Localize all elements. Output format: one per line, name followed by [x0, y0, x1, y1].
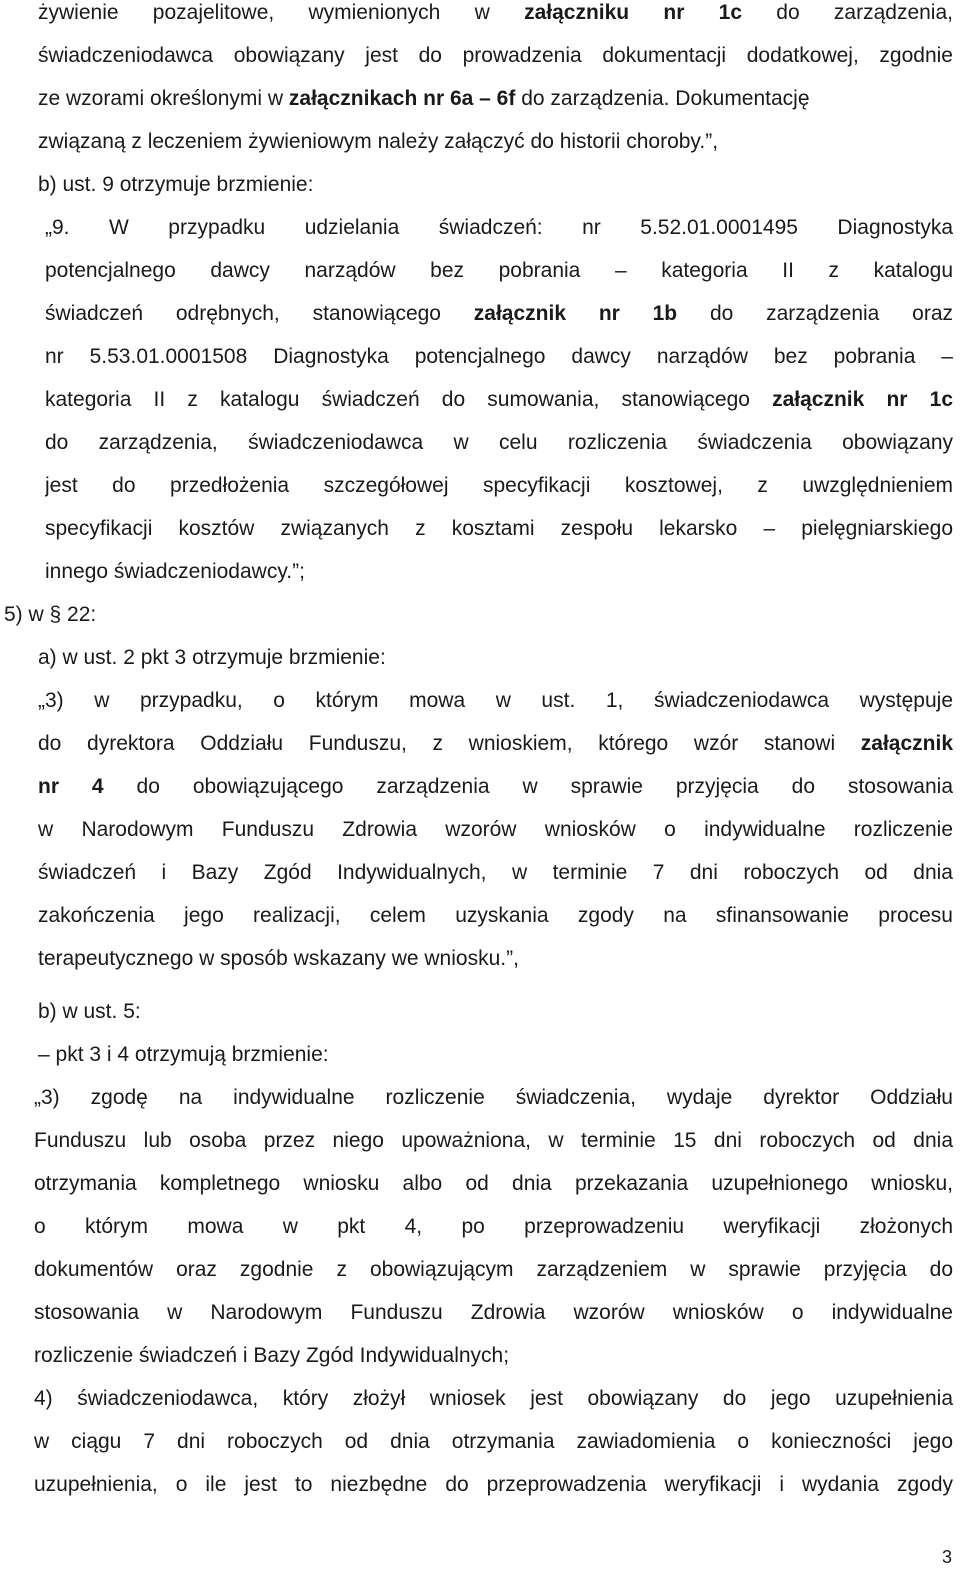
text-line: dokumentów oraz zgodnie z obowiązującym zarządzeniem w sprawie przyjęcia do: [34, 1258, 953, 1281]
text-line: a) w ust. 2 pkt 3 otrzymuje brzmienie:: [38, 646, 386, 669]
reference-bold: załącznik: [860, 732, 953, 755]
text-line: do zarządzenia, świadczeniodawca w celu rozliczenia świadczenia obowiązany: [45, 431, 953, 454]
text-line: terapeutycznego w sposób wskazany we wniosku.”,: [38, 947, 519, 970]
text-line: 4) świadczeniodawca, który złożył wniosek jest obowiązany do jego uzupełnienia: [34, 1387, 953, 1410]
reference-bold: załącznik nr 1b: [473, 302, 678, 325]
text-line: o którym mowa w pkt 4, po przeprowadzeniu weryfikacji złożonych: [34, 1215, 953, 1238]
text-line: świadczeń odrębnych, stanowiącego załącznik nr 1b do zarządzenia oraz: [45, 302, 953, 325]
text-line: rozliczenie świadczeń i Bazy Zgód Indywidualnych;: [34, 1344, 510, 1367]
text-line: „3) zgodę na indywidualne rozliczenie świadczenia, wydaje dyrektor Oddziału: [34, 1086, 953, 1109]
text-line: potencjalnego dawcy narządów bez pobrania – kategoria II z katalogu: [45, 259, 953, 282]
text-line: otrzymania kompletnego wniosku albo od dnia przekazania uzupełnionego wniosku,: [34, 1172, 953, 1195]
text-line: w ciągu 7 dni roboczych od dnia otrzymania zawiadomienia o konieczności jego: [34, 1430, 953, 1453]
text-line: świadczeń i Bazy Zgód Indywidualnych, w terminie 7 dni roboczych od dnia: [38, 861, 953, 884]
text-line: w Narodowym Funduszu Zdrowia wzorów wniosków o indywidualne rozliczenie: [38, 818, 953, 841]
text-line: b) ust. 9 otrzymuje brzmienie:: [38, 173, 314, 196]
text-line: żywienie pozajelitowe, wymienionych w załączniku nr 1c do zarządzenia,: [38, 1, 953, 24]
reference-bold: załącznik nr 1c: [772, 388, 953, 411]
text-line: stosowania w Narodowym Funduszu Zdrowia wzorów wniosków o indywidualne: [34, 1301, 953, 1324]
text-line: Funduszu lub osoba przez niego upoważniona, w terminie 15 dni roboczych od dnia: [34, 1129, 953, 1152]
text-line: specyfikacji kosztów związanych z kosztami zespołu lekarsko – pielęgniarskiego: [45, 517, 953, 540]
reference-bold: załącznikach nr 6a – 6f: [288, 87, 516, 110]
text-line: – pkt 3 i 4 otrzymują brzmienie:: [38, 1043, 329, 1066]
page-number: 3: [941, 1547, 952, 1567]
text-line: nr 5.53.01.0001508 Diagnostyka potencjalnego dawcy narządów bez pobrania –: [45, 345, 953, 368]
text-line: „3) w przypadku, o którym mowa w ust. 1, świadczeniodawca występuje: [38, 689, 953, 712]
reference-bold: nr 4: [38, 775, 104, 798]
text-line: ze wzorami określonymi w załącznikach nr 6a – 6f do zarządzenia. Dokumentację: [38, 87, 810, 110]
reference-bold: załączniku nr 1c: [524, 1, 743, 24]
text-line: jest do przedłożenia szczegółowej specyfikacji kosztowej, z uwzględnieniem: [45, 474, 953, 497]
text-line: do dyrektora Oddziału Funduszu, z wnioskiem, którego wzór stanowi załącznik: [38, 732, 953, 755]
text-line: 5) w § 22:: [4, 603, 97, 626]
text-line: innego świadczeniodawcy.”;: [45, 560, 305, 583]
text-line: związaną z leczeniem żywieniowym należy załączyć do historii choroby.”,: [38, 130, 719, 153]
text-line: nr 4 do obowiązującego zarządzenia w sprawie przyjęcia do stosowania: [38, 775, 953, 798]
text-line: uzupełnienia, o ile jest to niezbędne do przeprowadzenia weryfikacji i wydania zgody: [34, 1473, 953, 1496]
text-line: „9. W przypadku udzielania świadczeń: nr 5.52.01.0001495 Diagnostyka: [45, 216, 953, 239]
text-line: b) w ust. 5:: [38, 1000, 141, 1023]
text-line: kategoria II z katalogu świadczeń do sumowania, stanowiącego załącznik nr 1c: [45, 388, 953, 411]
text-line: zakończenia jego realizacji, celem uzyskania zgody na sfinansowanie procesu: [38, 904, 953, 927]
text-line: świadczeniodawca obowiązany jest do prowadzenia dokumentacji dodatkowej, zgodnie: [38, 44, 953, 67]
